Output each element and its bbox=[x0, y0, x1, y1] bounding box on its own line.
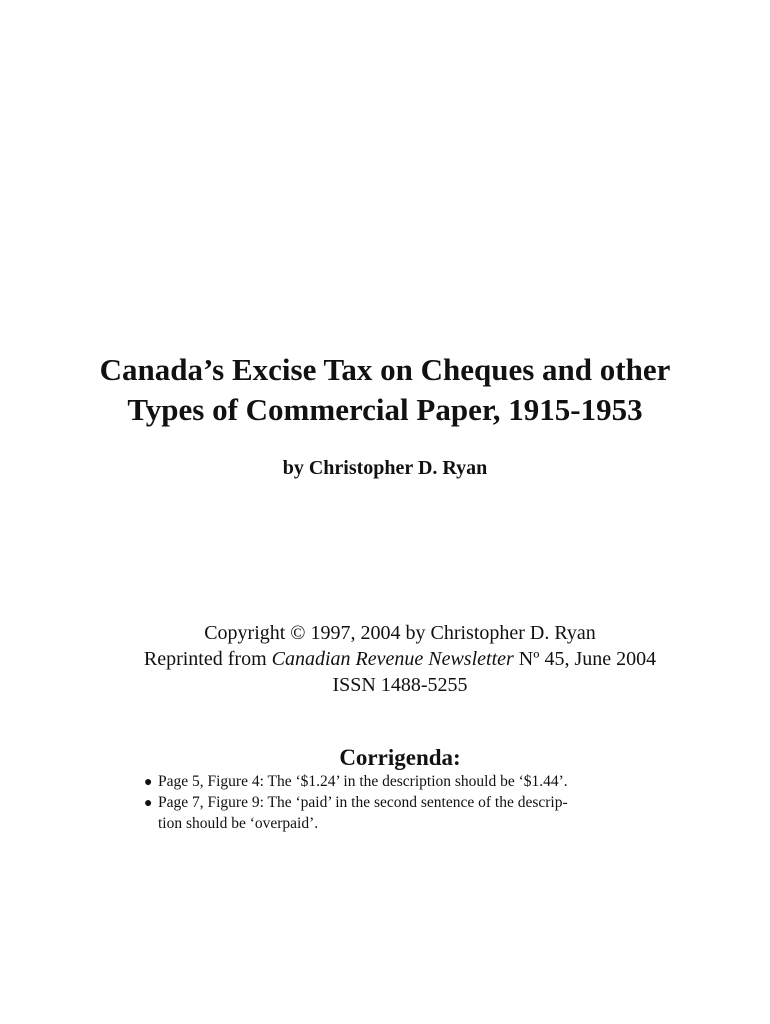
corrigenda-heading: Corrigenda: bbox=[339, 745, 461, 770]
corrigenda-item bbox=[144, 772, 655, 793]
author-byline: by Christopher D. Ryan bbox=[282, 457, 488, 479]
reprint-prefix: Reprinted from bbox=[143, 648, 272, 670]
copyright-block bbox=[0, 620, 770, 698]
title-line-1: Canada’s Excise Tax on Cheques and other bbox=[99, 352, 671, 387]
publication-name: Canadian Revenue Newsletter bbox=[271, 648, 514, 670]
corrigenda-item-text: tion should be ‘overpaid’. bbox=[158, 815, 319, 832]
corrigenda-item-continuation bbox=[155, 814, 655, 834]
copyright-line: Copyright © 1997, 2004 by Christopher D. Ryan bbox=[204, 622, 596, 644]
reprint-suffix: Nº 45, June 2004 bbox=[513, 648, 657, 670]
bullet-icon: ● bbox=[144, 775, 153, 790]
reprint-line bbox=[0, 646, 770, 672]
issn-line: ISSN 1488-5255 bbox=[332, 674, 468, 696]
corrigenda-list bbox=[144, 772, 655, 834]
document-title bbox=[0, 350, 770, 430]
corrigenda-item-text: Page 5, Figure 4: The ‘$1.24’ in the description should be ‘$1.44’. bbox=[158, 773, 568, 790]
bullet-icon: ● bbox=[144, 796, 153, 811]
corrigenda-item-text: Page 7, Figure 9: The ‘paid’ in the second sentence of the descrip- bbox=[158, 794, 568, 811]
title-line-2: Types of Commercial Paper, 1915-1953 bbox=[127, 392, 643, 427]
corrigenda-item bbox=[144, 793, 655, 814]
